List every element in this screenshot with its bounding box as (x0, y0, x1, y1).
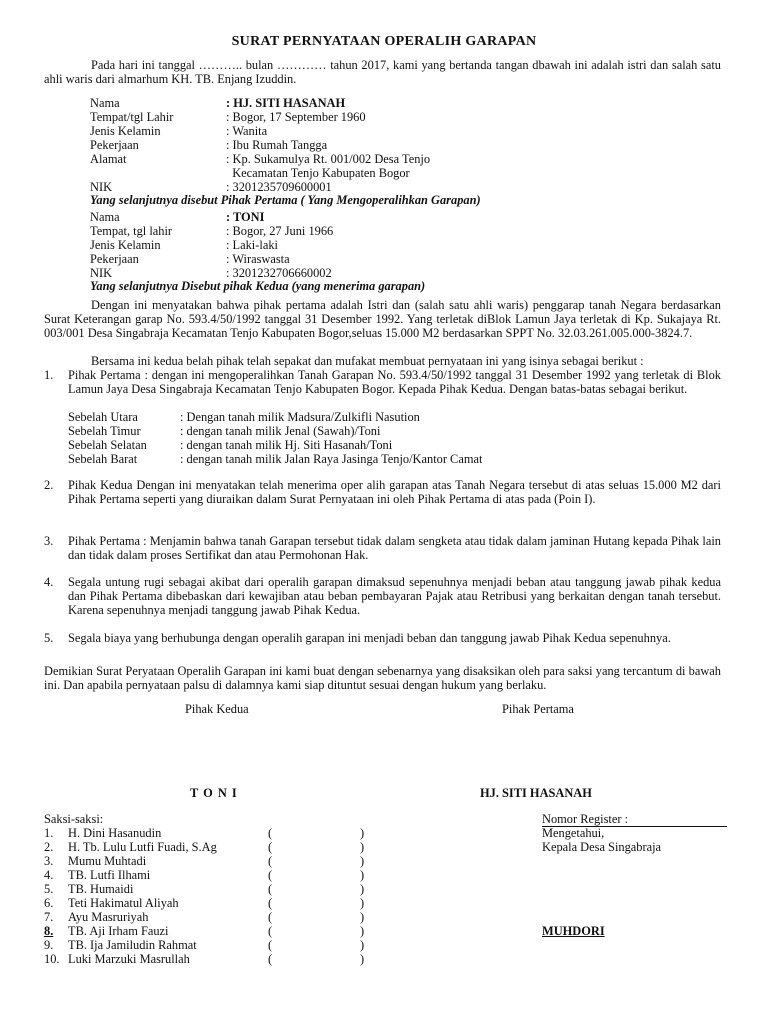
witness-name: Mumu Muhtadi (68, 854, 147, 868)
party1-label-name: Nama (90, 96, 120, 110)
witness-signature-open: ( (268, 826, 273, 840)
witness-signature-close: ) (360, 924, 365, 938)
witness-name: H. Tb. Lulu Lutfi Fuadi, S.Ag (68, 840, 217, 854)
witness-number: 7. (44, 910, 54, 924)
witnesses-heading: Saksi-saksi: (44, 812, 104, 826)
item-number: 4. (44, 575, 54, 589)
item-number: 2. (44, 478, 54, 492)
witness-signature-open: ( (268, 924, 273, 938)
item-2-text: Pihak Kedua Dengan ini menyatakan telah menerima oper alih garapan atas Tanah Negara tersebut di atas seluas 15.000 M2 dari Pihak Pertama seperti yang diuraikan dalam Surat Pernyataan ini oleh Pihak Pertama di atas pada (Poin I). (68, 478, 721, 506)
item-number: 3. (44, 534, 54, 548)
signature-name-right: HJ. SITI HASANAH (480, 786, 592, 800)
border-label-north: Sebelah Utara (68, 410, 138, 424)
witness-name: TB. Aji Irham Fauzi (68, 924, 169, 938)
signature-role-left: Pihak Kedua (185, 702, 249, 716)
witness-signature-open: ( (268, 896, 273, 910)
witness-signature-open: ( (268, 952, 273, 966)
witness-signature-open: ( (268, 868, 273, 882)
party1-note: Yang selanjutnya disebut Pihak Pertama ( Yang Mengoperalihkan Garapan) (90, 193, 481, 207)
party2-value-birth: : Bogor, 27 Juni 1966 (226, 224, 334, 238)
party1-value-address: : Kp. Sukamulya Rt. 001/002 Desa Tenjo (226, 152, 431, 166)
witness-signature-close: ) (360, 854, 365, 868)
party1-value-address-line2: Kecamatan Tenjo Kabupaten Bogor (226, 166, 410, 180)
witness-signature-close: ) (360, 910, 365, 924)
party1-label-address: Alamat (90, 152, 127, 166)
party1-value-birth: : Bogor, 17 September 1960 (226, 110, 366, 124)
witness-number: 1. (44, 826, 54, 840)
witness-number: 5. (44, 882, 54, 896)
border-value-south: : dengan tanah milik Hj. Siti Hasanah/Toni (180, 438, 393, 452)
witness-signature-open: ( (268, 910, 273, 924)
party2-label-birth: Tempat, tgl lahir (90, 224, 173, 238)
witness-number: 9. (44, 938, 54, 952)
border-value-west: : dengan tanah milik Jalan Raya Jasinga Tenjo/Kantor Camat (180, 452, 483, 466)
party1-value-name: : HJ. SITI HASANAH (226, 96, 346, 110)
witness-signature-close: ) (360, 868, 365, 882)
closing-paragraph: Demikian Surat Peryataan Operalih Garapan ini kami buat dengan sebenarnya yang disaksikan oleh para saksi yang tercantum di bawah ini. Dan apabila pernyataan palsu di dalamnya kami siap dituntut sesuai dengan hukum yang berlaku. (44, 664, 721, 692)
witness-signature-close: ) (360, 882, 365, 896)
witness-name: TB. Humaidi (68, 882, 134, 896)
item-number: 1. (44, 368, 54, 382)
party2-label-nik: NIK (90, 266, 113, 280)
item-number: 5. (44, 631, 54, 645)
witness-signature-close: ) (360, 826, 365, 840)
witness-name: Luki Marzuki Masrullah (68, 952, 190, 966)
witness-number: 10. (44, 952, 60, 966)
item-3-text: Pihak Pertama : Menjamin bahwa tanah Garapan tersebut tidak dalam sengketa atau tidak dalam jaminan Hutang kepada Pihak lain dan tidak dalam proses Sertifikat dan atau Permohonan Hak. (68, 534, 721, 562)
document-title: SURAT PERNYATAAN OPERALIH GARAPAN (231, 34, 537, 49)
border-label-east: Sebelah Timur (68, 424, 141, 438)
witness-number: 2. (44, 840, 54, 854)
register-number-label: Nomor Register : (542, 812, 629, 826)
party1-value-nik: : 3201235709600001 (226, 180, 332, 194)
witness-signature-open: ( (268, 840, 273, 854)
witness-signature-close: ) (360, 840, 365, 854)
party1-label-job: Pekerjaan (90, 138, 139, 152)
party2-note: Yang selanjutnya Disebut pihak Kedua (yang menerima garapan) (90, 279, 426, 293)
witness-number: 3. (44, 854, 54, 868)
party1-label-gender: Jenis Kelamin (90, 124, 161, 138)
border-label-west: Sebelah Barat (68, 452, 138, 466)
party2-label-gender: Jenis Kelamin (90, 238, 161, 252)
witness-number: 8. (44, 924, 54, 938)
border-value-north: : Dengan tanah milik Madsura/Zulkifli Nasution (180, 410, 420, 424)
border-value-east: : dengan tanah milik Jenal (Sawah)/Toni (180, 424, 381, 438)
party2-value-gender: : Laki-laki (226, 238, 278, 252)
intro-paragraph: Pada hari ini tanggal ……….. bulan ………… tahun 2017, kami yang bertanda tangan dbawah ini adalah istri dan salah satu ahli waris dari almarhum KH. TB. Enjang Izuddin. (44, 58, 721, 86)
acknowledged-label: Mengetahui, (542, 826, 605, 840)
witness-signature-open: ( (268, 854, 273, 868)
signature-name-left: T O N I (190, 786, 237, 800)
witness-signature-close: ) (360, 952, 365, 966)
witness-signature-close: ) (360, 896, 365, 910)
party2-value-name: : TONI (226, 210, 265, 224)
witness-number: 4. (44, 868, 54, 882)
party1-value-gender: : Wanita (226, 124, 268, 138)
village-head-title: Kepala Desa Singabraja (542, 840, 662, 854)
witness-name: Teti Hakimatul Aliyah (68, 896, 179, 910)
witness-signature-open: ( (268, 882, 273, 896)
party2-label-name: Nama (90, 210, 120, 224)
border-label-south: Sebelah Selatan (68, 438, 147, 452)
village-head-name: MUHDORI (542, 924, 605, 938)
party2-value-nik: : 3201232706660002 (226, 266, 332, 280)
signature-role-right: Pihak Pertama (502, 702, 574, 716)
item-5-text: Segala biaya yang berhubunga dengan operalih garapan ini menjadi beban dan tanggung jawab Pihak Kedua sepenuhnya. (68, 631, 671, 645)
agreement-paragraph: Bersama ini kedua belah pihak telah sepakat dan mufakat membuat pernyataan ini yang isinya sebagai berikut : (91, 354, 644, 368)
party1-label-birth: Tempat/tgl Lahir (90, 110, 174, 124)
party2-label-job: Pekerjaan (90, 252, 139, 266)
party1-value-job: : Ibu Rumah Tangga (226, 138, 328, 152)
witness-signature-close: ) (360, 938, 365, 952)
witness-name: TB. Lutfi Ilhami (68, 868, 151, 882)
party2-value-job: : Wiraswasta (226, 252, 290, 266)
witness-name: Ayu Masruriyah (68, 910, 149, 924)
witness-name: TB. Ija Jamiludin Rahmat (68, 938, 197, 952)
item-1-text: Pihak Pertama : dengan ini mengoperalihkan Tanah Garapan No. 593.4/50/1992 tanggal 31 Desember 1992 yang terletak di Blok Lamun Jaya Desa Singabraja Kecamatan Tenjo Kabupaten Bogor. Kepada Pihak Kedua. Dengan batas-batas sebagai berikut. (68, 368, 721, 396)
witness-number: 6. (44, 896, 54, 910)
witness-signature-open: ( (268, 938, 273, 952)
item-4-text: Segala untung rugi sebagai akibat dari operalih garapan dimaksud sepenuhnya menjadi beban atau tanggung jawab pihak kedua dan Pihak Pertama dibebaskan dari kewajiban atau beban pembayaran Pajak atau Retribusi yang berkaitan dengan tanah tersebut. Karena sepenuhnya menjadi tanggung jawab Pihak Kedua. (68, 575, 721, 617)
witness-name: H. Dini Hasanudin (68, 826, 162, 840)
party1-label-nik: NIK (90, 180, 113, 194)
statement-paragraph: Dengan ini menyatakan bahwa pihak pertama adalah Istri dan (salah satu ahli waris) penggarap tanah Negara berdasarkan Surat Keterangan garap No. 593.4/50/1992 tanggal 31 Desember 1992. Yang terletak diBlok Lamun Jaya terletak di Kp. Sukajaya Rt. 003/001 Desa Singabraja Kecamatan Tenjo Kabupaten Bogor,seluas 15.000 M2 berdasarkan SPPT No. 32.03.261.005.000-3824.7. (44, 298, 721, 340)
